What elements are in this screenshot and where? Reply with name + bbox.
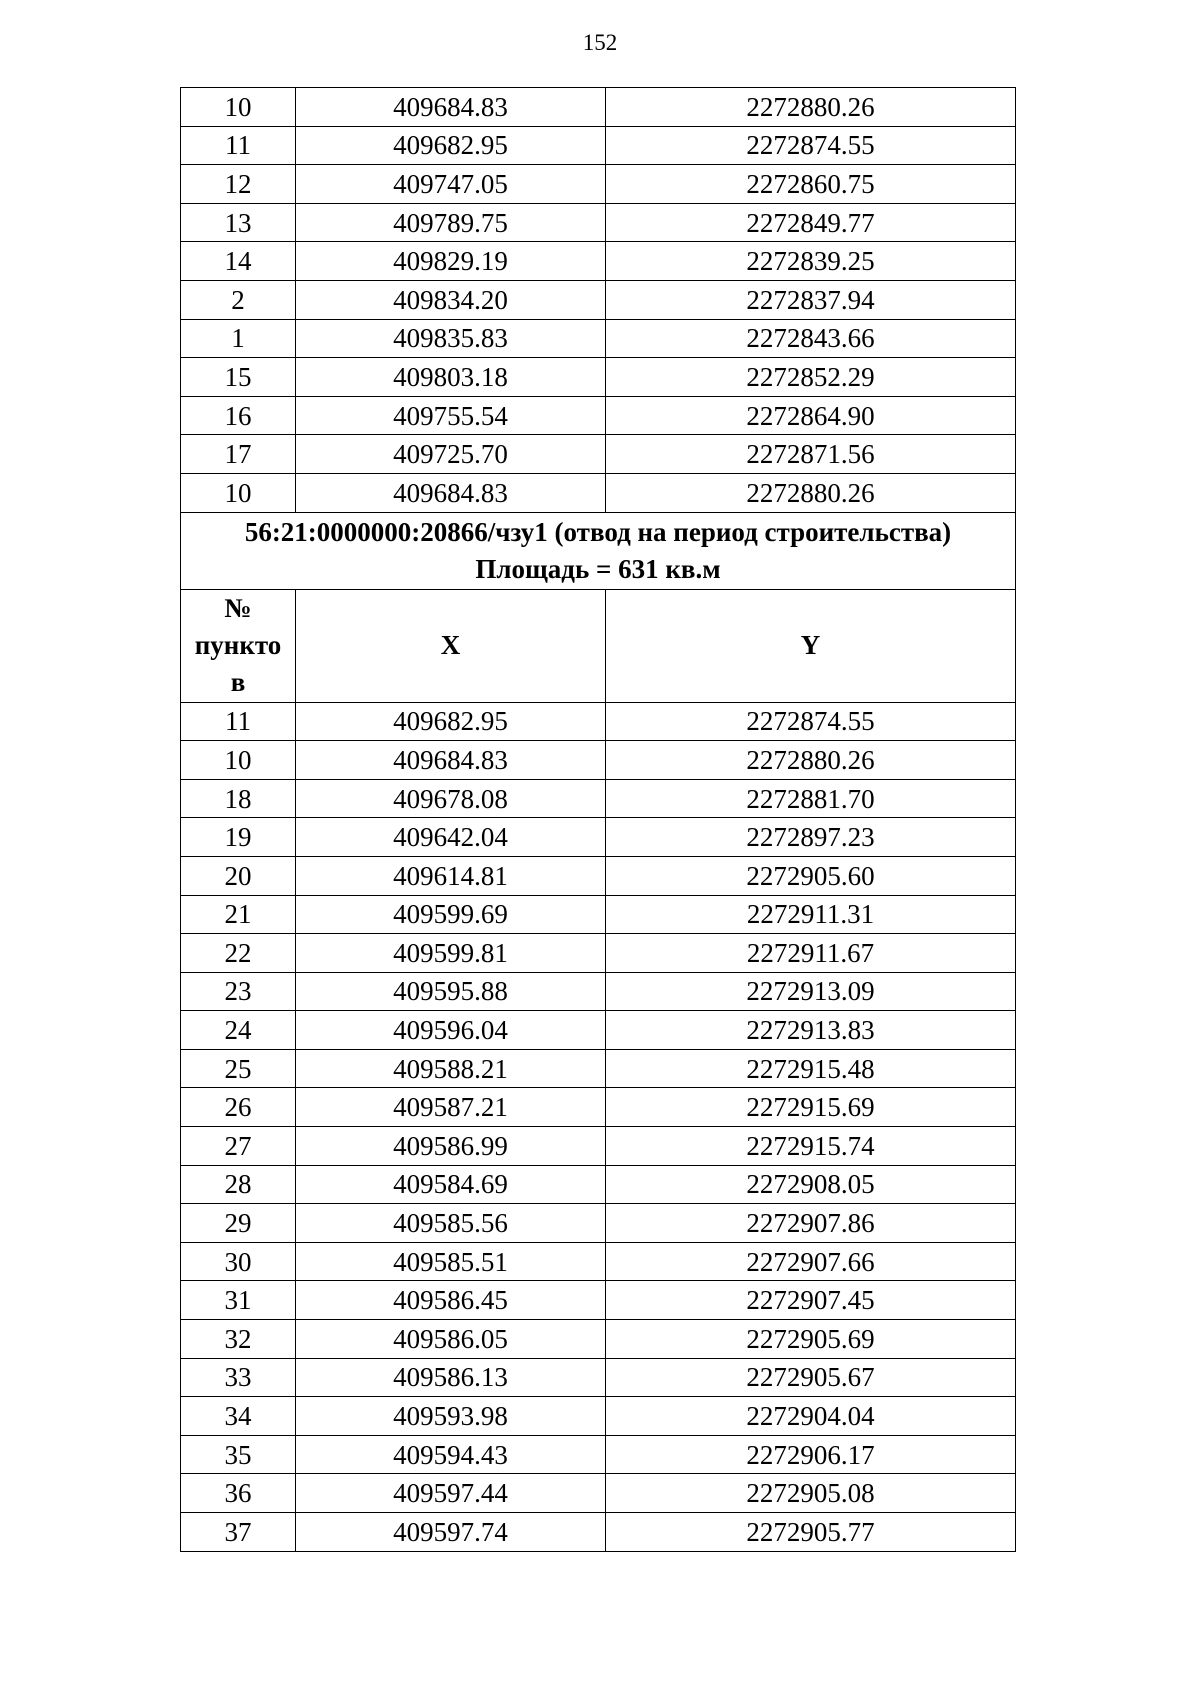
x-coordinate-cell: 409587.21 (296, 1088, 606, 1127)
point-number-cell: 1 (181, 319, 296, 358)
x-coordinate-cell: 409682.95 (296, 126, 606, 165)
point-number-cell: 17 (181, 435, 296, 474)
point-number-cell: 33 (181, 1358, 296, 1397)
table-row (181, 1049, 1016, 1088)
x-coordinate-cell: 409593.98 (296, 1397, 606, 1436)
x-coordinate-cell: 409829.19 (296, 242, 606, 281)
x-coordinate-cell: 409594.43 (296, 1435, 606, 1474)
y-coordinate-cell: 2272907.66 (606, 1242, 1016, 1281)
point-number-cell: 16 (181, 396, 296, 435)
table-row (181, 1165, 1016, 1204)
point-number-cell: 14 (181, 242, 296, 281)
table-row (181, 856, 1016, 895)
point-number-cell: 13 (181, 203, 296, 242)
point-number-cell: 22 (181, 934, 296, 973)
x-coordinate-cell: 409586.99 (296, 1127, 606, 1166)
x-coordinate-cell: 409684.83 (296, 473, 606, 512)
table-row (181, 1474, 1016, 1513)
y-coordinate-cell: 2272874.55 (606, 126, 1016, 165)
point-number-cell: 10 (181, 88, 296, 127)
point-number-cell: 24 (181, 1011, 296, 1050)
y-coordinate-cell: 2272897.23 (606, 818, 1016, 857)
x-coordinate-cell: 409725.70 (296, 435, 606, 474)
x-coordinate-cell: 409599.69 (296, 895, 606, 934)
y-coordinate-cell: 2272839.25 (606, 242, 1016, 281)
section-block (181, 512, 1016, 702)
coordinates-rows-top (181, 88, 1016, 513)
coordinates-table (180, 87, 1016, 1552)
y-coordinate-cell: 2272908.05 (606, 1165, 1016, 1204)
x-coordinate-cell: 409678.08 (296, 779, 606, 818)
point-number-cell: 30 (181, 1242, 296, 1281)
x-coordinate-cell: 409597.74 (296, 1513, 606, 1552)
y-coordinate-cell: 2272915.69 (606, 1088, 1016, 1127)
table-row (181, 1513, 1016, 1552)
y-coordinate-cell: 2272852.29 (606, 358, 1016, 397)
table-row (181, 88, 1016, 127)
y-coordinate-cell: 2272905.60 (606, 856, 1016, 895)
page-number: 152 (582, 30, 618, 55)
table-row (181, 1320, 1016, 1359)
y-coordinate-cell: 2272905.77 (606, 1513, 1016, 1552)
point-number-cell: 2 (181, 280, 296, 319)
point-number-cell: 19 (181, 818, 296, 857)
table-row (181, 1242, 1016, 1281)
y-coordinate-cell: 2272871.56 (606, 435, 1016, 474)
x-coordinate-cell: 409834.20 (296, 280, 606, 319)
y-coordinate-cell: 2272904.04 (606, 1397, 1016, 1436)
point-number-cell: 15 (181, 358, 296, 397)
table-row (181, 126, 1016, 165)
header-x: X (296, 589, 606, 702)
y-coordinate-cell: 2272911.67 (606, 934, 1016, 973)
table-row (181, 358, 1016, 397)
y-coordinate-cell: 2272905.67 (606, 1358, 1016, 1397)
point-number-cell: 11 (181, 702, 296, 741)
point-number-cell: 37 (181, 1513, 296, 1552)
point-number-cell: 10 (181, 473, 296, 512)
x-coordinate-cell: 409747.05 (296, 165, 606, 204)
x-coordinate-cell: 409596.04 (296, 1011, 606, 1050)
section-title: 56:21:0000000:20866/чзу1 (отвод на период строительства) (244, 516, 952, 547)
x-coordinate-cell: 409684.83 (296, 88, 606, 127)
point-number-cell: 34 (181, 1397, 296, 1436)
point-number-cell: 28 (181, 1165, 296, 1204)
x-coordinate-cell: 409595.88 (296, 972, 606, 1011)
table-row (181, 1011, 1016, 1050)
y-coordinate-cell: 2272880.26 (606, 88, 1016, 127)
y-coordinate-cell: 2272880.26 (606, 741, 1016, 780)
x-coordinate-cell: 409684.83 (296, 741, 606, 780)
y-coordinate-cell: 2272915.48 (606, 1049, 1016, 1088)
table-row (181, 779, 1016, 818)
point-number-cell: 35 (181, 1435, 296, 1474)
y-coordinate-cell: 2272864.90 (606, 396, 1016, 435)
x-coordinate-cell: 409835.83 (296, 319, 606, 358)
table-row (181, 1127, 1016, 1166)
x-coordinate-cell: 409588.21 (296, 1049, 606, 1088)
x-coordinate-cell: 409755.54 (296, 396, 606, 435)
y-coordinate-cell: 2272849.77 (606, 203, 1016, 242)
x-coordinate-cell: 409586.13 (296, 1358, 606, 1397)
table-row (181, 319, 1016, 358)
table-row (181, 1281, 1016, 1320)
x-coordinate-cell: 409585.56 (296, 1204, 606, 1243)
point-number-cell: 29 (181, 1204, 296, 1243)
x-coordinate-cell: 409614.81 (296, 856, 606, 895)
y-coordinate-cell: 2272913.09 (606, 972, 1016, 1011)
y-coordinate-cell: 2272907.45 (606, 1281, 1016, 1320)
table-row (181, 1435, 1016, 1474)
y-coordinate-cell: 2272907.86 (606, 1204, 1016, 1243)
y-coordinate-cell: 2272913.83 (606, 1011, 1016, 1050)
y-coordinate-cell: 2272911.31 (606, 895, 1016, 934)
point-number-cell: 36 (181, 1474, 296, 1513)
table-row (181, 818, 1016, 857)
table-row (181, 473, 1016, 512)
table-row (181, 1397, 1016, 1436)
section-title-cell (181, 512, 1016, 589)
x-coordinate-cell: 409586.05 (296, 1320, 606, 1359)
y-coordinate-cell: 2272906.17 (606, 1435, 1016, 1474)
y-coordinate-cell: 2272905.69 (606, 1320, 1016, 1359)
point-number-cell: 23 (181, 972, 296, 1011)
table-row (181, 895, 1016, 934)
table-row (181, 165, 1016, 204)
y-coordinate-cell: 2272837.94 (606, 280, 1016, 319)
point-number-cell: 26 (181, 1088, 296, 1127)
y-coordinate-cell: 2272915.74 (606, 1127, 1016, 1166)
x-coordinate-cell: 409789.75 (296, 203, 606, 242)
table-row (181, 972, 1016, 1011)
y-coordinate-cell: 2272880.26 (606, 473, 1016, 512)
point-number-cell: 20 (181, 856, 296, 895)
x-coordinate-cell: 409585.51 (296, 1242, 606, 1281)
section-title-row (181, 512, 1016, 589)
coordinates-rows-bottom (181, 702, 1016, 1551)
x-coordinate-cell: 409682.95 (296, 702, 606, 741)
header-point-number: № пункто в (181, 589, 296, 702)
point-number-cell: 21 (181, 895, 296, 934)
point-number-cell: 18 (181, 779, 296, 818)
table-row (181, 702, 1016, 741)
y-coordinate-cell: 2272843.66 (606, 319, 1016, 358)
point-number-cell: 10 (181, 741, 296, 780)
table-row (181, 396, 1016, 435)
point-number-cell: 12 (181, 165, 296, 204)
section-area: Площадь = 631 кв.м (475, 553, 721, 584)
x-coordinate-cell: 409599.81 (296, 934, 606, 973)
table-row (181, 203, 1016, 242)
y-coordinate-cell: 2272881.70 (606, 779, 1016, 818)
y-coordinate-cell: 2272860.75 (606, 165, 1016, 204)
table-row (181, 1204, 1016, 1243)
table-row (181, 435, 1016, 474)
x-coordinate-cell: 409586.45 (296, 1281, 606, 1320)
point-number-cell: 32 (181, 1320, 296, 1359)
point-number-cell: 27 (181, 1127, 296, 1166)
table-row (181, 242, 1016, 281)
y-coordinate-cell: 2272874.55 (606, 702, 1016, 741)
point-number-cell: 25 (181, 1049, 296, 1088)
table-row (181, 741, 1016, 780)
table-row (181, 1088, 1016, 1127)
point-number-cell: 11 (181, 126, 296, 165)
x-coordinate-cell: 409642.04 (296, 818, 606, 857)
y-coordinate-cell: 2272905.08 (606, 1474, 1016, 1513)
x-coordinate-cell: 409597.44 (296, 1474, 606, 1513)
header-y: Y (606, 589, 1016, 702)
table-header-row (181, 589, 1016, 702)
table-row (181, 280, 1016, 319)
x-coordinate-cell: 409584.69 (296, 1165, 606, 1204)
table-row (181, 1358, 1016, 1397)
point-number-cell: 31 (181, 1281, 296, 1320)
table-row (181, 934, 1016, 973)
x-coordinate-cell: 409803.18 (296, 358, 606, 397)
